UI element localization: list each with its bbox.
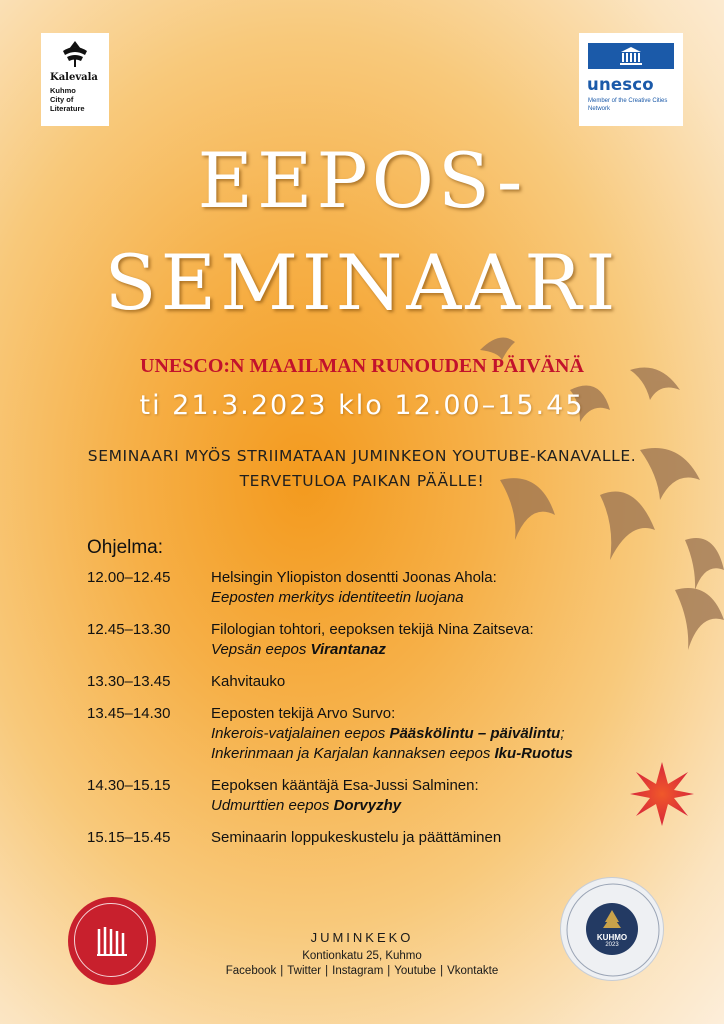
epic-title: Pääskölintu – päivälintu (389, 725, 561, 742)
title-line-1: EEPOS- (197, 136, 527, 225)
program-heading: Ohjelma: (87, 537, 164, 558)
org-name: JUMINKEKO (310, 930, 414, 945)
kantele-emblem-icon (55, 39, 95, 69)
tree-icon (602, 909, 622, 931)
program-speaker: Eeposten tekijä Arvo Survo: (211, 705, 396, 722)
unesco-member-text: Member of the Creative Cities Network (588, 98, 668, 112)
program-time: 13.30–13.45 (87, 673, 171, 690)
epic-title: Iku-Ruotus (494, 745, 573, 762)
social-links: Facebook | Twitter | Instagram | Youtube | Vkontakte (225, 965, 499, 977)
program-talk: Vepsän eepos Virantanaz (211, 641, 386, 658)
program-talk: Eeposten merkitys identiteetin luojana (211, 589, 464, 606)
program-time: 12.00–12.45 (87, 569, 171, 586)
kuhmo-badge-year: 2023 (605, 942, 619, 948)
unesco-temple-icon (588, 43, 674, 69)
social-link-vkontakte[interactable]: Vkontakte (447, 965, 499, 977)
kuhmo-badge-word: KUHMO (596, 933, 628, 942)
program-item (87, 704, 647, 764)
eight-point-star-icon (628, 760, 696, 828)
program-speaker: Seminaarin loppukeskustelu ja päättäminen (211, 829, 502, 846)
event-subtitle: UNESCO:N MAAILMAN RUNOUDEN PÄIVÄNÄ (140, 355, 584, 377)
program-speaker: Filologian tohtori, eepoksen tekijä Nina Zaitseva: (211, 621, 534, 638)
program-item (87, 568, 647, 608)
program-item (87, 828, 647, 848)
swallow-icon (675, 588, 724, 650)
swallow-icon (685, 538, 724, 590)
program-item (87, 776, 647, 816)
intro-stream-text: SEMINAARI MYÖS STRIIMATAAN JUMINKEON YOUTUBE-KANAVALLE. (87, 447, 637, 465)
unesco-wordmark: unesco (587, 75, 654, 94)
epic-title: Virantanaz (310, 641, 386, 658)
program-time: 14.30–15.15 (87, 777, 171, 794)
program-time: 15.15–15.45 (87, 829, 171, 846)
program-time: 12.45–13.30 (87, 621, 171, 638)
program-time: 13.45–14.30 (87, 705, 171, 722)
program-talk: Udmurttien eepos Dorvyzhy (211, 797, 402, 814)
program-item (87, 620, 647, 660)
intro-welcome-text: TERVETULOA PAIKAN PÄÄLLE! (239, 472, 485, 490)
swallow-icon (600, 492, 655, 560)
program-speaker: Helsingin Yliopiston dosentti Joonas Ahola: (211, 569, 497, 586)
org-address: Kontionkatu 25, Kuhmo (302, 950, 422, 962)
social-link-youtube[interactable]: Youtube (394, 965, 437, 977)
social-link-facebook[interactable]: Facebook (225, 965, 277, 977)
unesco-logo (579, 33, 683, 126)
kalevala-logo-name: Kalevala (50, 72, 98, 83)
kalevala-kuhmo-logo (41, 33, 109, 126)
kalevala-logo-subtitle: Kuhmo City of Literature (50, 86, 85, 113)
title-line-2: SEMINAARI (104, 238, 620, 327)
kantele-mark-icon (93, 921, 133, 970)
program-talk: Inkerinmaan ja Karjalan kannaksen eepos Iku-Ruotus (211, 745, 573, 762)
social-link-instagram[interactable]: Instagram (332, 965, 384, 977)
program-item (87, 672, 647, 692)
program-talk: Inkerois-vatjalainen eepos Pääskölintu – päivälintu; (211, 725, 565, 742)
social-link-twitter[interactable]: Twitter (287, 965, 322, 977)
program-speaker: Eepoksen kääntäjä Esa-Jussi Salminen: (211, 777, 479, 794)
program-list (87, 568, 647, 860)
epic-title: Dorvyzhy (333, 797, 402, 814)
event-date-time: ti 21.3.2023 klo 12.00–15.45 (139, 390, 585, 421)
program-speaker: Kahvitauko (211, 673, 286, 690)
